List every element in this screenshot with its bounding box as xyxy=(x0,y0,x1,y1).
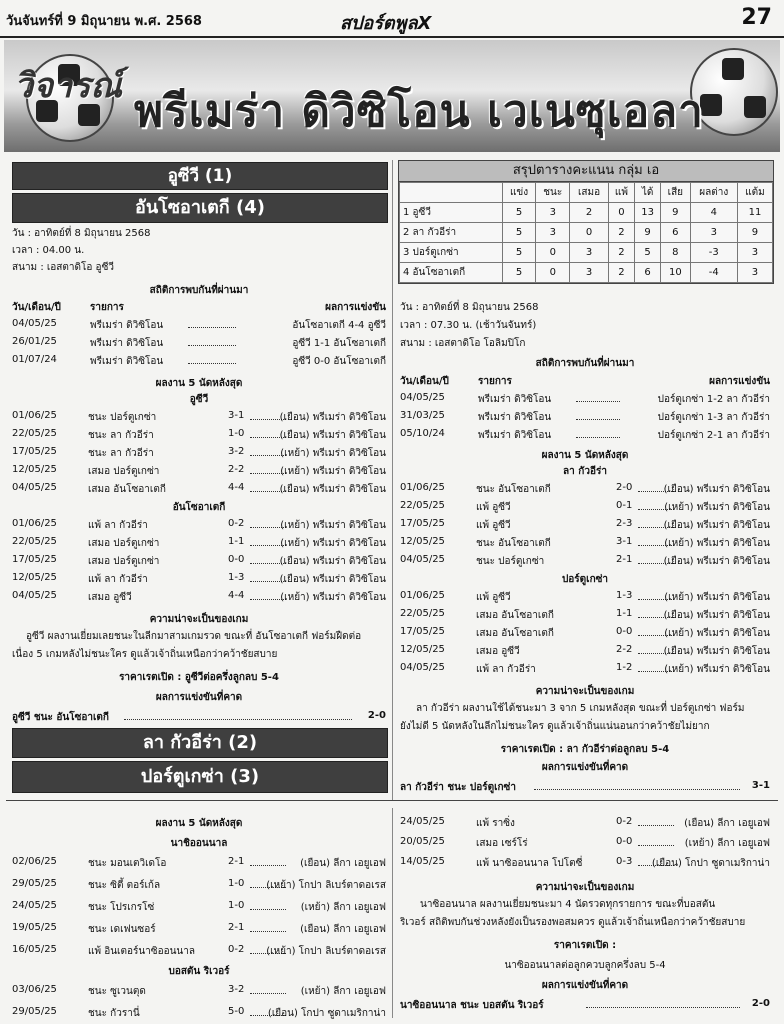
form-match: ชนะ ปอร์ตูเกซ่า xyxy=(476,556,545,567)
col-date: วัน/เดือน/ปี xyxy=(12,302,61,313)
dot-leader xyxy=(124,708,352,720)
form-venue: (เยือน) ลีกา เอยูเอฟ xyxy=(300,858,386,869)
h2h-competition: พรีเมร่า ดิวิซิโอน xyxy=(478,412,552,423)
form-match: ชนะ อันโซอาเตกี xyxy=(476,538,551,549)
form-venue: (เยือน) โกปา ซูดาเมริกาน่า xyxy=(651,858,770,869)
standings-cell: 9 xyxy=(737,223,772,243)
form-score: 1-3 xyxy=(616,590,633,601)
banner-kicker: วิจารณ์ xyxy=(14,66,122,106)
form-date: 12/05/25 xyxy=(400,536,445,547)
form-date: 22/05/25 xyxy=(12,428,57,439)
form-date: 12/05/25 xyxy=(400,644,445,655)
match2-prediction-title: ผลการแข่งขันที่คาด xyxy=(541,762,629,773)
h2h-result: อันโซอาเตกี 4-4 อูซีวี xyxy=(292,320,386,331)
dot-leader xyxy=(188,316,236,328)
form-match: เสมอ อันโซอาเตกี xyxy=(476,628,554,639)
standings-cell: 0 xyxy=(536,243,570,263)
match3-odds: นาซิออนนาลต่อลูกควบลูกครึ่งลบ 5-4 xyxy=(504,960,666,971)
dot-leader xyxy=(250,982,286,994)
form-match: เสมอ เซร์โร่ xyxy=(476,838,528,849)
form-venue: (เหย้า) ลีกา เอยูเอฟ xyxy=(300,902,386,913)
form-score: 1-1 xyxy=(228,536,245,547)
form-match: แพ้ ราซิ่ง xyxy=(476,818,515,829)
h2h-competition: พรีเมร่า ดิวิซิโอน xyxy=(478,394,552,405)
form-venue: (เหย้า) พรีเมร่า ดิวิซิโอน xyxy=(664,538,770,549)
form-venue: (เยือน) พรีเมร่า ดิวิซิโอน xyxy=(663,610,770,621)
form-date: 17/05/25 xyxy=(400,626,445,637)
h2h-competition: พรีเมร่า ดิวิซิโอน xyxy=(90,320,164,331)
form-score: 4-4 xyxy=(228,590,245,601)
match3-prediction-title: ผลการแข่งขันที่คาด xyxy=(541,980,629,991)
col-result: ผลการแข่งขัน xyxy=(325,302,386,313)
form-match: ชนะ ซูเวนตุด xyxy=(88,986,146,997)
form-date: 20/05/25 xyxy=(400,836,445,847)
form-venue: (เหย้า) พรีเมร่า ดิวิซิโอน xyxy=(664,628,770,639)
form-venue: (เหย้า) ลีกา เอยูเอฟ xyxy=(684,838,770,849)
form-venue: (เยือน) พรีเมร่า ดิวิซิโอน xyxy=(279,412,386,423)
h2h-result: ปอร์ตูเกซ่า 1-2 ลา กัวอีร่า xyxy=(657,394,770,405)
form-date: 01/06/25 xyxy=(400,482,445,493)
match2-team1-form-name: ลา กัวอีร่า xyxy=(563,466,607,477)
form-match: ชนะ กัวรานี่ xyxy=(88,1008,140,1019)
form-date: 29/05/25 xyxy=(12,1006,57,1017)
match1-venue: สนาม : เอสตาดิโอ อูซีวี xyxy=(12,262,114,273)
dot-leader xyxy=(250,898,286,910)
h2h-date: 31/03/25 xyxy=(400,410,445,421)
dot-leader xyxy=(250,854,286,866)
h2h-result: อูซีวี 0-0 อันโซอาเตกี xyxy=(292,356,386,367)
standings-cell: 6 xyxy=(635,263,661,283)
form-score: 3-1 xyxy=(616,536,633,547)
form-score: 3-2 xyxy=(228,984,245,995)
form-venue: (เยือน) ลีกา เอยูเอฟ xyxy=(300,924,386,935)
form-score: 0-2 xyxy=(228,944,245,955)
form-date: 22/05/25 xyxy=(400,608,445,619)
h2h-date: 04/05/25 xyxy=(12,318,57,329)
dot-leader xyxy=(576,408,620,420)
standings-title: สรุปตารางคะแนน กลุ่ม เอ xyxy=(399,161,773,182)
form-match: แพ้ อูซีวี xyxy=(476,592,511,603)
col-result: ผลการแข่งขัน xyxy=(709,376,770,387)
standings-cell: 4 xyxy=(690,203,737,223)
standings-cell: 5 xyxy=(503,243,536,263)
form-date: 24/05/25 xyxy=(400,816,445,827)
form-match: แพ้ ลา กัวอีร่า xyxy=(88,574,148,585)
form-date: 01/06/25 xyxy=(12,518,57,529)
form-venue: (เยือน) พรีเมร่า ดิวิซิโอน xyxy=(663,646,770,657)
prediction-text: นาซิออนนาล ชนะ บอสตัน ริเวอร์ xyxy=(400,1000,544,1011)
standings-table xyxy=(398,160,774,284)
match1-analysis-line2: เนื่อง 5 เกมหลังไม่ชนะใคร ดูแล้วเจ้าถิ่นเหนือกว่าคว้าชัยสบาย xyxy=(12,649,278,660)
header-divider xyxy=(0,36,784,38)
form-venue: (เหย้า) พรีเมร่า ดิวิซิโอน xyxy=(280,592,386,603)
standings-col-header: แพ้ xyxy=(608,183,634,203)
match2-odds: ราคาเรตเปิด : ลา กัวอีร่าต่อลูกลบ 5-4 xyxy=(500,744,670,755)
form-venue: (เยือน) พรีเมร่า ดิวิซิโอน xyxy=(279,484,386,495)
standings-cell: -3 xyxy=(690,243,737,263)
dot-leader xyxy=(638,834,674,846)
form-venue: (เหย้า) พรีเมร่า ดิวิซิโอน xyxy=(664,664,770,675)
form-venue: (เยือน) พรีเมร่า ดิวิซิโอน xyxy=(663,556,770,567)
form-match: ชนะ อันโซอาเตกี xyxy=(476,484,551,495)
form-match: ชนะ ซิตี้ ตอร์เก้ล xyxy=(88,880,161,891)
form-score: 1-2 xyxy=(616,662,633,673)
form-date: 24/05/25 xyxy=(12,900,57,911)
standings-cell: 0 xyxy=(536,263,570,283)
form-date: 14/05/25 xyxy=(400,856,445,867)
standings-cell: 10 xyxy=(661,263,690,283)
form-match: ชนะ ลา กัวอีร่า xyxy=(88,430,154,441)
standings-team: 4 อันโซอาเตกี xyxy=(400,263,503,283)
col-competition: รายการ xyxy=(478,376,512,387)
form-match: เสมอ อูซีวี xyxy=(476,646,520,657)
standings-cell: 5 xyxy=(635,243,661,263)
form-score: 2-0 xyxy=(616,482,633,493)
form-date: 22/05/25 xyxy=(400,500,445,511)
match1-form-title: ผลงาน 5 นัดหลังสุด xyxy=(155,378,243,389)
form-match: เสมอ ปอร์ตูเกซ่า xyxy=(88,466,160,477)
h2h-result: ปอร์ตูเกซ่า 1-3 ลา กัวอีร่า xyxy=(657,412,770,423)
standings-cell: 5 xyxy=(503,223,536,243)
form-venue: (เยือน) โกปา ซูดาเมริกาน่า xyxy=(267,1008,386,1019)
form-venue: (เยือน) พรีเมร่า ดิวิซิโอน xyxy=(279,430,386,441)
form-venue: (เหย้า) โกปา ลิเบร์ตาดอเรส xyxy=(266,880,386,891)
standings-cell: 2 xyxy=(608,223,634,243)
match1-analysis-title: ความน่าจะเป็นของเกม xyxy=(149,614,249,625)
dot-leader xyxy=(188,334,236,346)
match1-team1-bar: อูซีวี (1) xyxy=(12,162,388,190)
form-match: ชนะ มอนเตวิเดโอ xyxy=(88,858,167,869)
form-date: 04/05/25 xyxy=(400,554,445,565)
h2h-date: 04/05/25 xyxy=(400,392,445,403)
column-divider xyxy=(392,160,393,800)
standings-col-header: ผลต่าง xyxy=(690,183,737,203)
h2h-date: 26/01/25 xyxy=(12,336,57,347)
standings-row xyxy=(400,243,773,263)
dot-leader xyxy=(586,996,740,1008)
form-venue: (เหย้า) พรีเมร่า ดิวิซิโอน xyxy=(280,538,386,549)
h2h-competition: พรีเมร่า ดิวิซิโอน xyxy=(90,338,164,349)
match2-analysis-line2: ยังไม่ดี 5 นัดหลังในลีกไม่ชนะใคร ดูแล้วเจ้าถิ่นแน่นอนกว่าคว้าชัยไม่ยาก xyxy=(400,721,710,732)
match2-venue: สนาม : เอสตาดิโอ โอลิมปิโก xyxy=(400,338,526,349)
form-venue: (เหย้า) พรีเมร่า ดิวิซิโอน xyxy=(664,592,770,603)
standings-col-header: เสีย xyxy=(661,183,690,203)
form-match: แพ้ นาซิออนนาล โปโตซี่ xyxy=(476,858,583,869)
match3-team1-form-name: นาชิออนนาล xyxy=(170,838,228,849)
form-match: แพ้ อูซีวี xyxy=(476,502,511,513)
h2h-result: ปอร์ตูเกซ่า 2-1 ลา กัวอีร่า xyxy=(657,430,770,441)
match1-odds: ราคาเรตเปิด : อูซีวีต่อครึ่งลูกลบ 5-4 xyxy=(119,672,279,683)
match2-h2h-title: สถิติการพบกันที่ผ่านมา xyxy=(535,358,635,369)
match1-h2h-title: สถิติการพบกันที่ผ่านมา xyxy=(149,285,249,296)
standings-header-row xyxy=(400,183,773,203)
brand-logo: สปอร์ตพูลX xyxy=(340,13,432,34)
form-date: 17/05/25 xyxy=(400,518,445,529)
prediction-text: ลา กัวอีร่า ชนะ ปอร์ตูเกซ่า xyxy=(400,782,516,793)
form-match: แพ้ อูซีวี xyxy=(476,520,511,531)
standings-cell: 2 xyxy=(608,243,634,263)
standings-team: 3 ปอร์ตูเกซ่า xyxy=(400,243,503,263)
form-score: 3-2 xyxy=(228,446,245,457)
form-venue: (เหย้า) พรีเมร่า ดิวิซิโอน xyxy=(280,520,386,531)
form-score: 1-3 xyxy=(228,572,245,583)
form-venue: (เยือน) พรีเมร่า ดิวิซิโอน xyxy=(279,556,386,567)
form-match: เสมอ ปอร์ตูเกซ่า xyxy=(88,538,160,549)
standings-row xyxy=(400,263,773,283)
dot-leader xyxy=(576,390,620,402)
match2-analysis-line1: ลา กัวอีร่า ผลงานใช้ได้ชนะมา 3 จาก 5 เกมหลังสุด ขณะที่ ปอร์ตูเกซ่า ฟอร์ม xyxy=(416,703,745,714)
dot-leader xyxy=(576,426,620,438)
form-match: แพ้ ลา กัวอีร่า xyxy=(476,664,536,675)
h2h-date: 01/07/24 xyxy=(12,354,57,365)
prediction-score: 2-0 xyxy=(751,998,770,1009)
match3-analysis-line2: ริเวอร์ สถิติพบกันช่วงหลังยังเป็นรองพอสมควร ดูแล้วเจ้าถิ่นเหนือกว่าคว้าชัยสบาย xyxy=(400,917,746,928)
column-divider-bottom xyxy=(392,808,393,1018)
standings-cell: -4 xyxy=(690,263,737,283)
col-date: วัน/เดือน/ปี xyxy=(400,376,449,387)
form-score: 0-0 xyxy=(228,554,245,565)
form-date: 16/05/25 xyxy=(12,944,57,955)
standings-cell: 0 xyxy=(570,223,608,243)
form-score: 2-2 xyxy=(228,464,245,475)
h2h-date: 05/10/24 xyxy=(400,428,445,439)
match1-time: เวลา : 04.00 น. xyxy=(12,245,85,256)
standings-cell: 8 xyxy=(661,243,690,263)
form-venue: (เยือน) ลีกา เอยูเอฟ xyxy=(684,818,770,829)
form-match: เสมอ ปอร์ตูเกซ่า xyxy=(88,556,160,567)
form-date: 12/05/25 xyxy=(12,572,57,583)
standings-row xyxy=(400,203,773,223)
standings-team: 2 ลา กัวอีร่า xyxy=(400,223,503,243)
standings-cell: 3 xyxy=(690,223,737,243)
standings-cell: 3 xyxy=(570,243,608,263)
section-divider xyxy=(6,800,778,801)
prediction-score: 3-1 xyxy=(751,780,770,791)
dot-leader xyxy=(638,814,674,826)
h2h-result: อูซีวี 1-1 อันโซอาเตกี xyxy=(292,338,386,349)
match3-form-title: ผลงาน 5 นัดหลังสุด xyxy=(155,818,243,829)
prediction-score: 2-0 xyxy=(367,710,386,721)
match1-team2-bar: อันโซอาเตกี (4) xyxy=(12,193,388,223)
page-number: 27 xyxy=(741,5,772,30)
match2-team1-bar: ลา กัวอีร่า (2) xyxy=(12,728,388,758)
form-venue: (เหย้า) พรีเมร่า ดิวิซิโอน xyxy=(664,502,770,513)
standings-cell: 0 xyxy=(608,203,634,223)
dot-leader xyxy=(250,920,286,932)
match1-prediction-title: ผลการแข่งขันที่คาด xyxy=(155,692,243,703)
form-venue: (เยือน) พรีเมร่า ดิวิซิโอน xyxy=(279,574,386,585)
standings-cell: 3 xyxy=(737,243,772,263)
standings-col-header xyxy=(400,183,503,203)
form-date: 17/05/25 xyxy=(12,446,57,457)
dot-leader xyxy=(534,778,740,790)
form-match: ชนะ โปรเกรโซ่ xyxy=(88,902,155,913)
standings-row xyxy=(400,223,773,243)
standings-col-header: เสมอ xyxy=(570,183,608,203)
match2-team2-form-name: ปอร์ตูเกซ่า xyxy=(561,574,609,585)
form-venue: (เหย้า) พรีเมร่า ดิวิซิโอน xyxy=(280,448,386,459)
form-score: 4-4 xyxy=(228,482,245,493)
form-score: 1-1 xyxy=(616,608,633,619)
match1-team2-form-name: อันโซอาเตกี xyxy=(172,502,226,513)
standings-team: 1 อูซีวี xyxy=(400,203,503,223)
match1-analysis-line1: อูซีวี ผลงานเยี่ยมเลยชนะในลีกมาสามเกมรวด ขณะที่ อันโซอาเตกี ฟอร์มฝืดต่อ xyxy=(26,631,362,642)
standings-cell: 3 xyxy=(536,203,570,223)
banner-title: พรีเมร่า ดิวิซิโอน เวเนซุเอลา xyxy=(134,86,704,137)
match3-analysis-line1: นาซิออนนาล ผลงานเยี่ยมชนะมา 4 นัดรวดทุกรายการ ขณะที่บอสตัน xyxy=(420,899,716,910)
standings-col-header: ชนะ xyxy=(536,183,570,203)
form-date: 02/06/25 xyxy=(12,856,57,867)
form-score: 1-0 xyxy=(228,900,245,911)
form-match: เสมอ อันโซอาเตกี xyxy=(88,484,166,495)
h2h-competition: พรีเมร่า ดิวิซิโอน xyxy=(478,430,552,441)
match2-analysis-title: ความน่าจะเป็นของเกม xyxy=(535,686,635,697)
form-match: เสมอ อันโซอาเตกี xyxy=(476,610,554,621)
form-score: 2-1 xyxy=(228,856,245,867)
col-competition: รายการ xyxy=(90,302,124,313)
match2-form-title: ผลงาน 5 นัดหลังสุด xyxy=(541,450,629,461)
form-venue: (เยือน) พรีเมร่า ดิวิซิโอน xyxy=(663,484,770,495)
match3-team2-form-name: บอสตัน ริเวอร์ xyxy=(168,966,230,977)
form-score: 0-2 xyxy=(616,816,633,827)
standings-cell: 9 xyxy=(635,223,661,243)
form-score: 2-1 xyxy=(228,922,245,933)
form-date: 19/05/25 xyxy=(12,922,57,933)
form-score: 1-0 xyxy=(228,878,245,889)
form-venue: (เยือน) พรีเมร่า ดิวิซิโอน xyxy=(663,520,770,531)
form-score: 1-0 xyxy=(228,428,245,439)
match1-date: วัน : อาทิตย์ที่ 8 มิถุนายน 2568 xyxy=(12,228,151,239)
form-match: ชนะ ลา กัวอีร่า xyxy=(88,448,154,459)
prediction-text: อูซีวี ชนะ อันโซอาเตกี xyxy=(12,712,109,723)
standings-cell: 5 xyxy=(503,203,536,223)
form-score: 2-3 xyxy=(616,518,633,529)
form-date: 04/05/25 xyxy=(12,482,57,493)
form-score: 0-1 xyxy=(616,500,633,511)
form-score: 3-1 xyxy=(228,410,245,421)
match3-odds-title: ราคาเรตเปิด : xyxy=(553,940,617,951)
form-score: 0-0 xyxy=(616,836,633,847)
standings-cell: 3 xyxy=(737,263,772,283)
standings-col-header: แข่ง xyxy=(503,183,536,203)
form-score: 2-1 xyxy=(616,554,633,565)
form-date: 29/05/25 xyxy=(12,878,57,889)
standings-cell: 2 xyxy=(608,263,634,283)
match1-team1-form-name: อูซีวี xyxy=(189,394,209,405)
form-venue: (เหย้า) ลีกา เอยูเอฟ xyxy=(300,986,386,997)
standings-col-header: ได้ xyxy=(635,183,661,203)
standings-cell: 13 xyxy=(635,203,661,223)
form-match: ชนะ เดเฟนซอร์ xyxy=(88,924,156,935)
form-score: 2-2 xyxy=(616,644,633,655)
form-match: ชนะ ปอร์ตูเกซ่า xyxy=(88,412,157,423)
standings-cell: 3 xyxy=(570,263,608,283)
form-venue: (เหย้า) พรีเมร่า ดิวิซิโอน xyxy=(280,466,386,477)
dot-leader xyxy=(188,352,236,364)
form-date: 01/06/25 xyxy=(400,590,445,601)
standings-cell: 3 xyxy=(536,223,570,243)
form-score: 0-3 xyxy=(616,856,633,867)
form-venue: (เหย้า) โกปา ลิเบร์ตาดอเรส xyxy=(266,946,386,957)
match2-time: เวลา : 07.30 น. (เช้าวันจันทร์) xyxy=(400,320,537,331)
standings-col-header: แต้ม xyxy=(737,183,772,203)
form-score: 0-2 xyxy=(228,518,245,529)
form-match: แพ้ ลา กัวอีร่า xyxy=(88,520,148,531)
form-match: แพ้ อินเตอร์นาซิออนนาล xyxy=(88,946,196,957)
form-score: 5-0 xyxy=(228,1006,245,1017)
standings-cell: 9 xyxy=(661,203,690,223)
form-date: 04/05/25 xyxy=(400,662,445,673)
form-date: 04/05/25 xyxy=(12,590,57,601)
form-match: เสมอ อูซีวี xyxy=(88,592,132,603)
form-date: 01/06/25 xyxy=(12,410,57,421)
form-date: 12/05/25 xyxy=(12,464,57,475)
h2h-competition: พรีเมร่า ดิวิซิโอน xyxy=(90,356,164,367)
form-score: 0-0 xyxy=(616,626,633,637)
standings-cell: 11 xyxy=(737,203,772,223)
form-date: 17/05/25 xyxy=(12,554,57,565)
match2-team2-bar: ปอร์ตูเกซ่า (3) xyxy=(12,761,388,793)
standings-cell: 6 xyxy=(661,223,690,243)
issue-date: วันจันทร์ที่ 9 มิถุนายน พ.ศ. 2568 xyxy=(6,14,202,29)
form-date: 22/05/25 xyxy=(12,536,57,547)
match2-date: วัน : อาทิตย์ที่ 8 มิถุนายน 2568 xyxy=(400,302,539,313)
title-banner xyxy=(4,40,780,152)
form-date: 03/06/25 xyxy=(12,984,57,995)
standings-cell: 5 xyxy=(503,263,536,283)
standings-cell: 2 xyxy=(570,203,608,223)
match3-analysis-title: ความน่าจะเป็นของเกม xyxy=(535,882,635,893)
